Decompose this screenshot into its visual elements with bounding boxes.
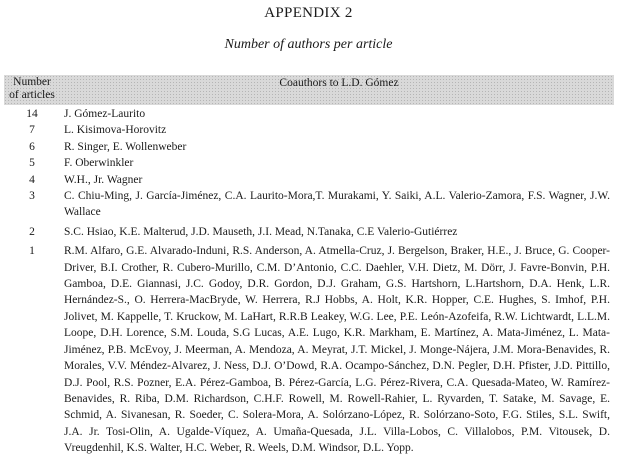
- table-row: [4, 106, 614, 122]
- coauthor-list: R. Singer, E. Wollenweber: [64, 140, 187, 153]
- header-number-line1: Number: [13, 76, 51, 88]
- article-count: 14: [26, 108, 38, 120]
- article-count: 5: [29, 157, 35, 170]
- table-row: [4, 188, 614, 221]
- coauthor-list: W.H., Jr. Wagner: [64, 173, 143, 186]
- article-count: 6: [29, 140, 35, 153]
- header-coauthors: Coauthors to L.D. Gómez: [279, 77, 399, 89]
- table-row: [4, 243, 614, 456]
- table-row: [4, 139, 614, 155]
- coauthor-list: C. Chiu-Ming, J. García-Jiménez, C.A. Laurito-Mora,T. Murakami, Y. Saiki, A.L. Valerio-Zamora, F.S. Wagner, J.W. Wallace: [64, 190, 610, 219]
- table-caption: Number of authors per article: [224, 37, 393, 52]
- coauthor-list: R.M. Alfaro, G.E. Alvarado-Induni, R.S. Anderson, A. Atmella-Cruz, J. Bergelson, Braker, H.E., J. Bruce, G. Cooper-Driver, B.I. Crother, R. Cubero-Murillo, C.M. D’Antonio, C.C. Daehler, V.H. Dietz, M. Dörr, J. Favre-Bonvin, P.H. Gamboa, D.E. Giannasi, J.C. Godoy, D.R. Gordon, D.J. Graham, G.S. Hartshorn, L.Hartshorn, D.A. Henk, L.R. Hernández-S., O. Herrera-MacBryde, W. Herrera, R.J Hobbs, A. Holt, K.R. Hopper, C.E. Hughes, S. Imhof, P.H. Jolivet, M. Kappelle, T. Kruckow, M. LaHart, R.R.B Leakey, W.G. Lee, P.E. León-Azofeifa, R.W. Lichtwardt, L.L.M. Loope, D.H. Lorence, S.M. Louda, S.G Lucas, A.E. Lugo, K.R. Markham, E. Martínez, A. Mata-Jiménez, L. Mata-Jiménez, P.B. McEvoy, J. Meerman, A. Mendoza, A. Meyrat, J.T. Mickel, J. Monge-Nájera, J.M. Mora-Benavides, R. Morales, V.V. Méndez-Alvarez, J. Ness, D.J. O’Dowd, R.A. Ocampo-Sánchez, D.N. Pegler, D.H. Pfister, J.D. Pittillo, D.J. Pool, R.S. Pozner, E.A. Pérez-Gamboa, B. Pérez-García, L.G. Pérez-Rivera, C.A. Quesada-Mateo, W. Ramírez-Benavides, R. Riba, D.M. Richardson, C.H.F. Rowell, M. Rowell-Rahier, L. Ryvarden, T. Satake, M. Savage, E. Schmid, A. Sivanesan, R. Soeder, C. Solera-Mora, A. Solórzano-López, R. Solórzano-Soto, F.G. Stiles, S.L. Swift, J.A. Jr. Tosi-Olin, A. Ugalde-Víquez, A. Umaña-Quesada, J.L. Villa-Lobos, C. Villalobos, P.M. Vitousek, D. Vreugdenhil, K.S. Walter, H.C. Weber, R. Weels, D.M. Windsor, D.L. Yopp.: [64, 245, 610, 455]
- table-row: [4, 155, 614, 171]
- table-row: [4, 172, 614, 188]
- article-count: 1: [29, 245, 35, 258]
- table-row: [4, 224, 614, 240]
- appendix-title: APPENDIX 2: [264, 5, 353, 21]
- article-count: 7: [29, 124, 35, 137]
- coauthor-list: L. Kisimova-Horovitz: [64, 124, 167, 137]
- coauthor-list: S.C. Hsiao, K.E. Malterud, J.D. Mauseth, J.I. Mead, N.Tanaka, C.E Valerio-Gutiérrez: [64, 225, 458, 238]
- table-row: [4, 122, 614, 138]
- article-count: 4: [29, 173, 35, 186]
- coauthor-list: F. Oberwinkler: [64, 157, 134, 170]
- article-count: 2: [29, 225, 35, 238]
- article-count: 3: [29, 190, 35, 203]
- header-number-of-articles: [4, 76, 60, 102]
- header-number-line2: of articles: [9, 89, 55, 101]
- table-body: [4, 106, 614, 457]
- coauthor-list: J. Gómez-Laurito: [64, 108, 146, 120]
